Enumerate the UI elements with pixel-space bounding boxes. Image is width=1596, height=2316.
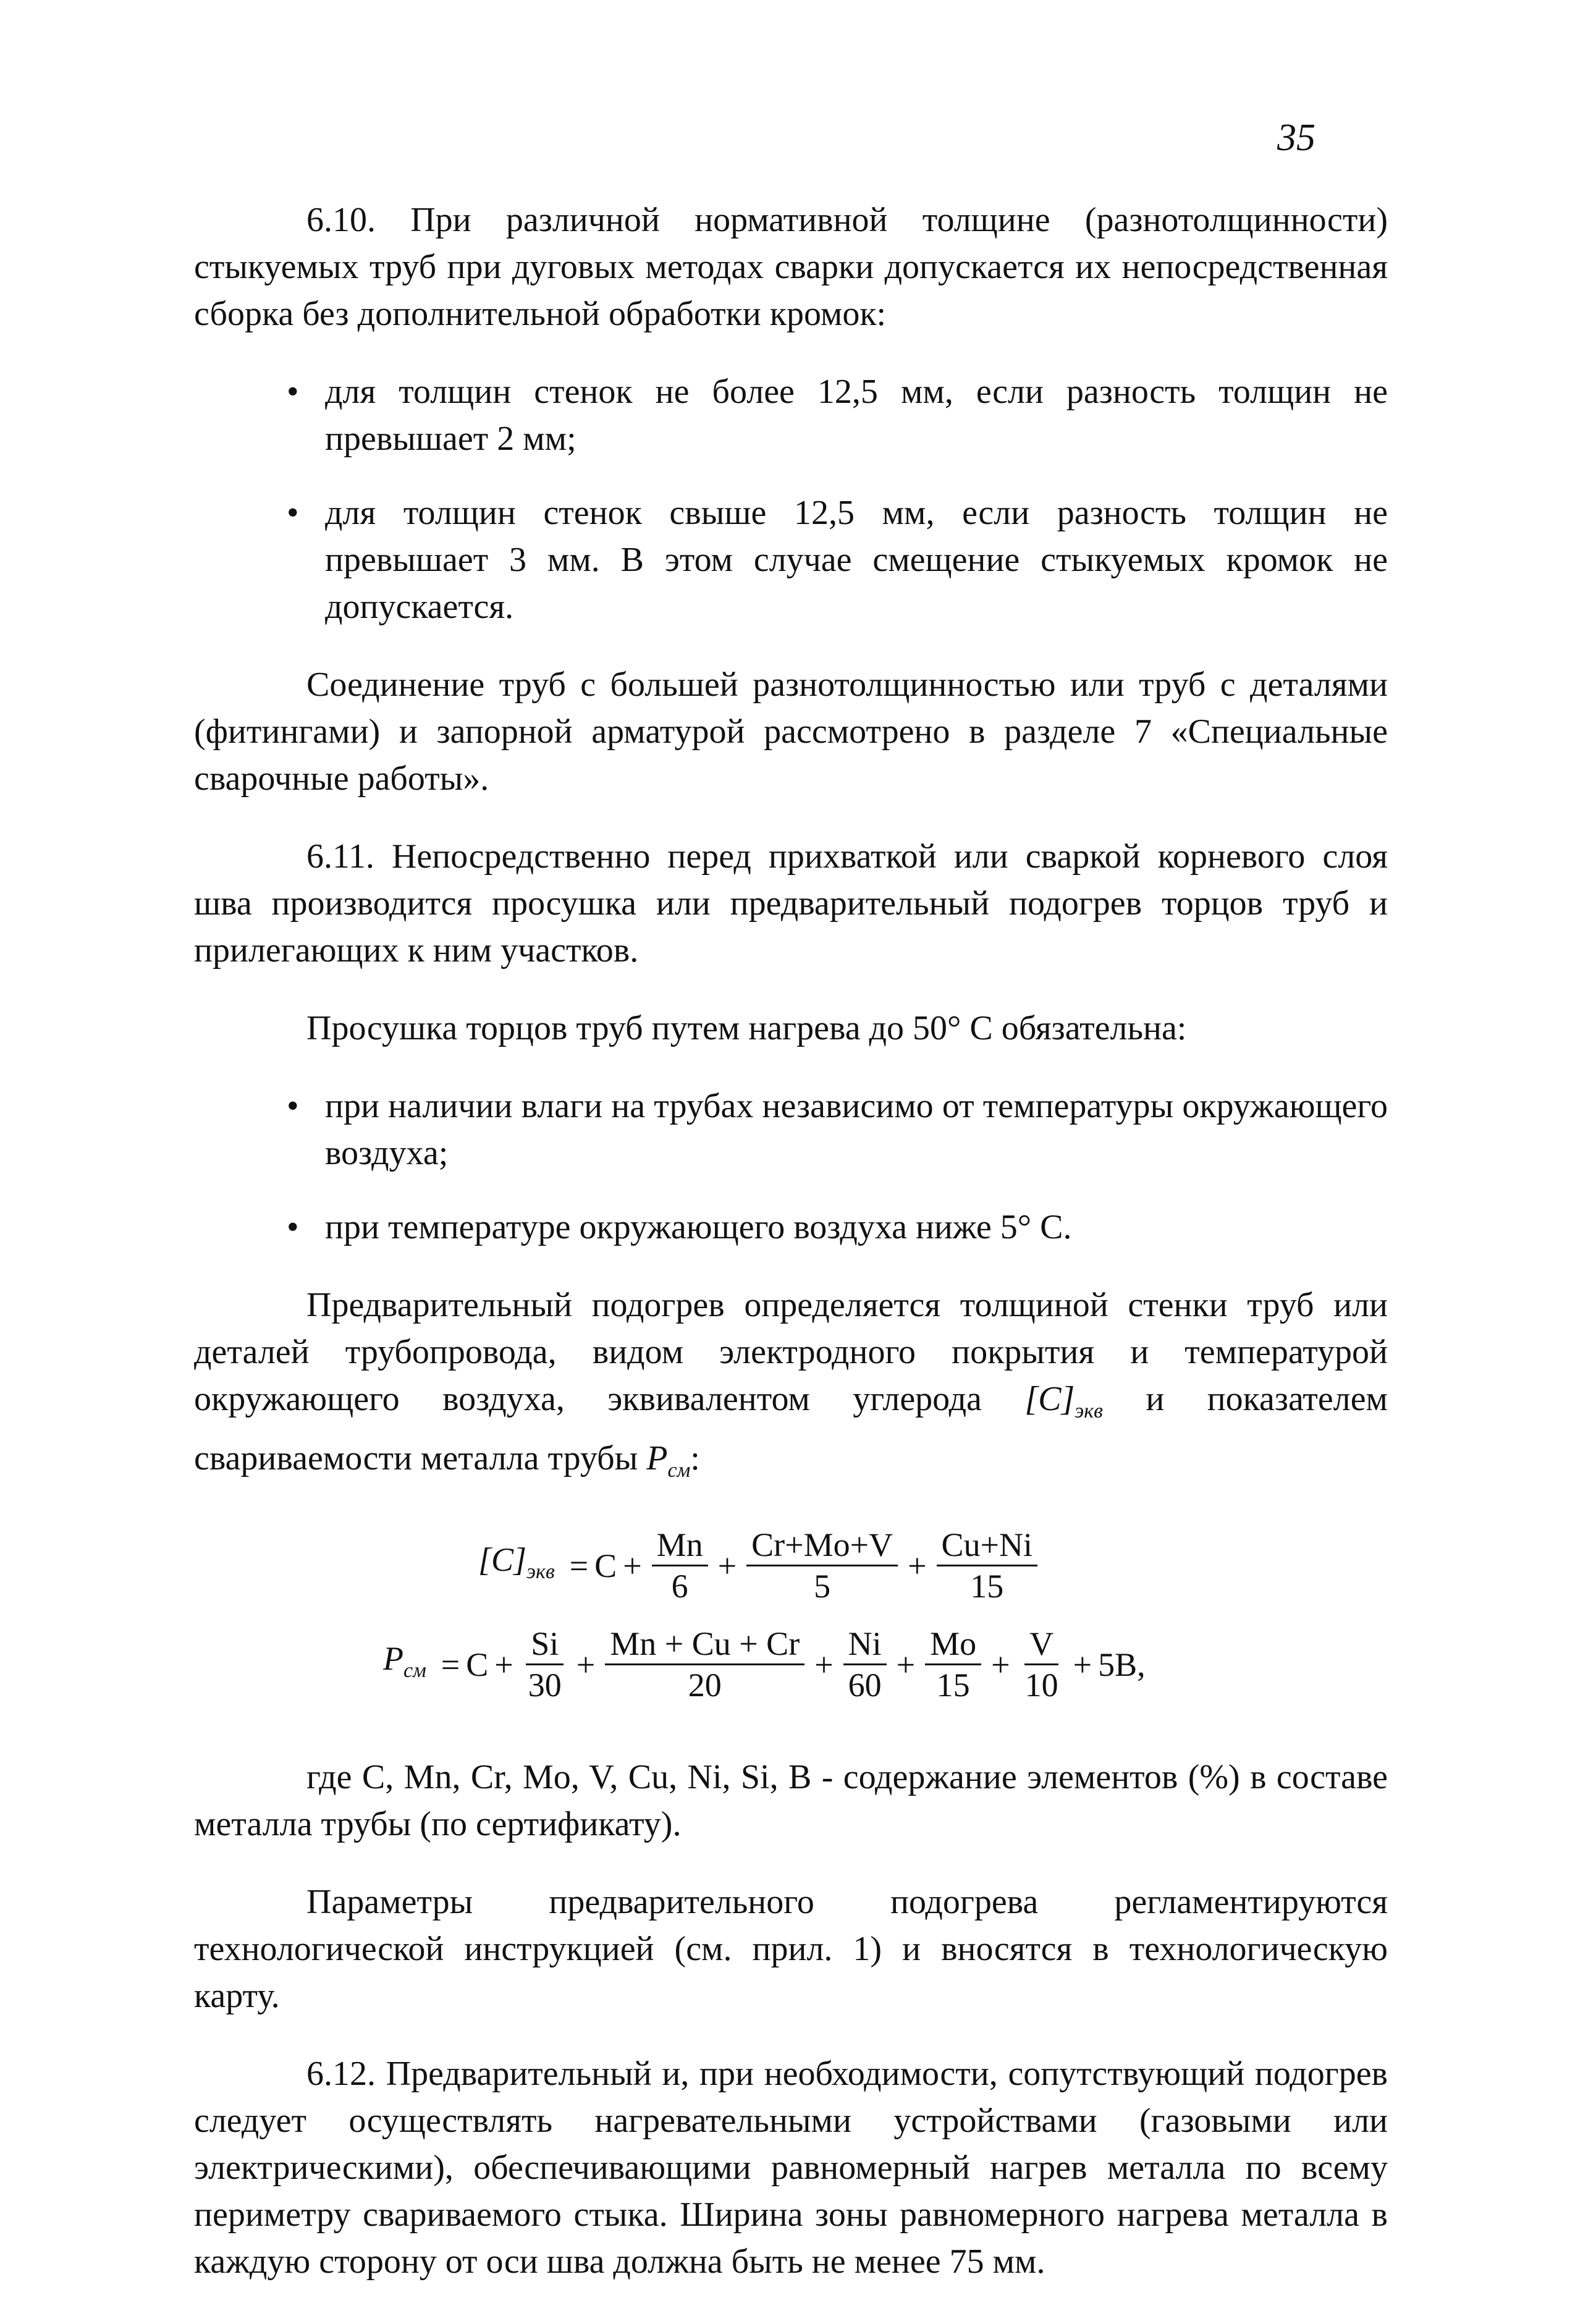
equals-sign: = <box>441 1646 460 1683</box>
fraction-mo: $\frac{Mo}{15}$ <box>925 1624 981 1705</box>
bullet-icon: • <box>287 373 299 411</box>
paragraph-joint: Соединение труб с большей разнотолщинностью или труб с деталями (фитингами) и запорной арматурой рассмотрено в разделе 7 «Специальные сварочные работы». <box>194 666 1388 798</box>
paragraph-where: где C, Mn, Cr, Mo, V, Cu, Ni, Si, B - содержание элементов (%) в составе металла трубы (по сертификату). <box>194 1758 1388 1844</box>
paragraph-preheat <box>194 1282 1388 1494</box>
plus-sign: + <box>814 1646 834 1683</box>
term-c: C <box>466 1646 489 1683</box>
list-item-text: при температуре окружающего воздуха ниже 5° С. <box>325 1208 1072 1246</box>
paragraph-6-10: 6.10. При различной нормативной толщине (разнотолщинности) стыкуемых труб при дуговых методах сварки допускается их непосредственная сборка без дополнительной обработки кромок: <box>194 201 1388 333</box>
paragraph-params: Параметры предварительного подогрева регламентируются технологической инструкцией (см. прил. 1) и вносятся в технологическую карту. <box>194 1883 1388 2016</box>
formula-lhs: $[C]_{экв}$ <box>478 1540 555 1583</box>
formula-carbon-equivalent <box>478 1525 1041 1606</box>
document-body <box>194 197 1388 2316</box>
list-item-text: при наличии влаги на трубах независимо от температуры окружающего воздуха; <box>325 1087 1388 1172</box>
fraction-cr-mo-v: $\frac{Cr+Mo+V}{5}$ <box>746 1525 898 1606</box>
list-item-text: для толщин стенок свыше 12,5 мм, если разность толщин не превышает 3 мм. В этом случае смещение стыкуемых кромок не допускается. <box>325 494 1388 626</box>
term-5b: 5B <box>1098 1646 1138 1683</box>
list-item <box>194 1083 1388 1177</box>
bullet-icon: • <box>287 494 299 532</box>
plus-sign: + <box>494 1646 513 1683</box>
formula-comma: , <box>1137 1646 1146 1683</box>
list-item <box>194 1204 1388 1251</box>
plus-sign: + <box>576 1646 596 1683</box>
fraction-mn: $\frac{Mn}{6}$ <box>652 1525 708 1606</box>
fraction-si: $\frac{Si}{30}$ <box>523 1624 567 1705</box>
paragraph-drying: Просушка торцов труб путем нагрева до 50° С обязательна: <box>306 1009 1187 1047</box>
weldability-index-symbol: $P_{см}$ <box>646 1439 691 1482</box>
carbon-equivalent-symbol: $[C]_{экв}$ <box>1024 1380 1103 1423</box>
preheat-text-start: Предварительный подогрев определяется толщиной стенки труб или деталей трубопровода, видом электродного покрытия и температурой окружающего воздуха, эквивалентом углерода <box>194 1286 1388 1418</box>
equals-sign: = <box>569 1547 589 1584</box>
bullet-icon: • <box>287 1087 299 1125</box>
bullet-icon: • <box>287 1208 299 1246</box>
term-c: C <box>594 1547 617 1584</box>
list-item-text: для толщин стенок не более 12,5 мм, если разность толщин не превышает 2 мм; <box>325 373 1388 458</box>
formula-block <box>194 1525 1388 1729</box>
formula-lhs: $P_{см}$ <box>383 1639 426 1682</box>
page-number: 35 <box>1277 117 1315 159</box>
preheat-text-mid: и показателем свариваемости металла трубы <box>194 1380 1388 1478</box>
plus-sign: + <box>1073 1646 1092 1683</box>
bullet-list-wall-thickness <box>194 368 1388 630</box>
plus-sign: + <box>991 1646 1010 1683</box>
fraction-mn-cu-cr: $\frac{Mn + Cu + Cr}{20}$ <box>605 1624 804 1705</box>
plus-sign: + <box>908 1547 927 1584</box>
fraction-cu-ni: $\frac{Cu+Ni}{15}$ <box>937 1525 1037 1606</box>
fraction-v: $\frac{V}{10}$ <box>1024 1625 1058 1704</box>
preheat-text-end: : <box>690 1439 700 1478</box>
plus-sign: + <box>623 1547 642 1584</box>
list-item <box>194 489 1388 630</box>
bullet-list-drying <box>194 1083 1388 1251</box>
fraction-ni: $\frac{Ni}{60}$ <box>843 1624 887 1705</box>
list-item <box>194 368 1388 462</box>
plus-sign: + <box>717 1547 737 1584</box>
formula-pcm <box>383 1624 1146 1705</box>
paragraph-6-12: 6.12. Предварительный и, при необходимости, сопутствующий подогрев следует осуществлять нагревательными устройствами (газовыми или электрическими), обеспечивающими равномерный нагрев металла по всему периметру свариваемого стыка. Ширина зоны равномерного нагрева металла в каждую сторону от оси шва должна быть не менее 75 мм. <box>194 2055 1388 2281</box>
plus-sign: + <box>896 1646 916 1683</box>
paragraph-6-11: 6.11. Непосредственно перед прихваткой или сваркой корневого слоя шва производится просушка или предварительный подогрев торцов труб и прилегающих к ним участков. <box>194 837 1388 970</box>
